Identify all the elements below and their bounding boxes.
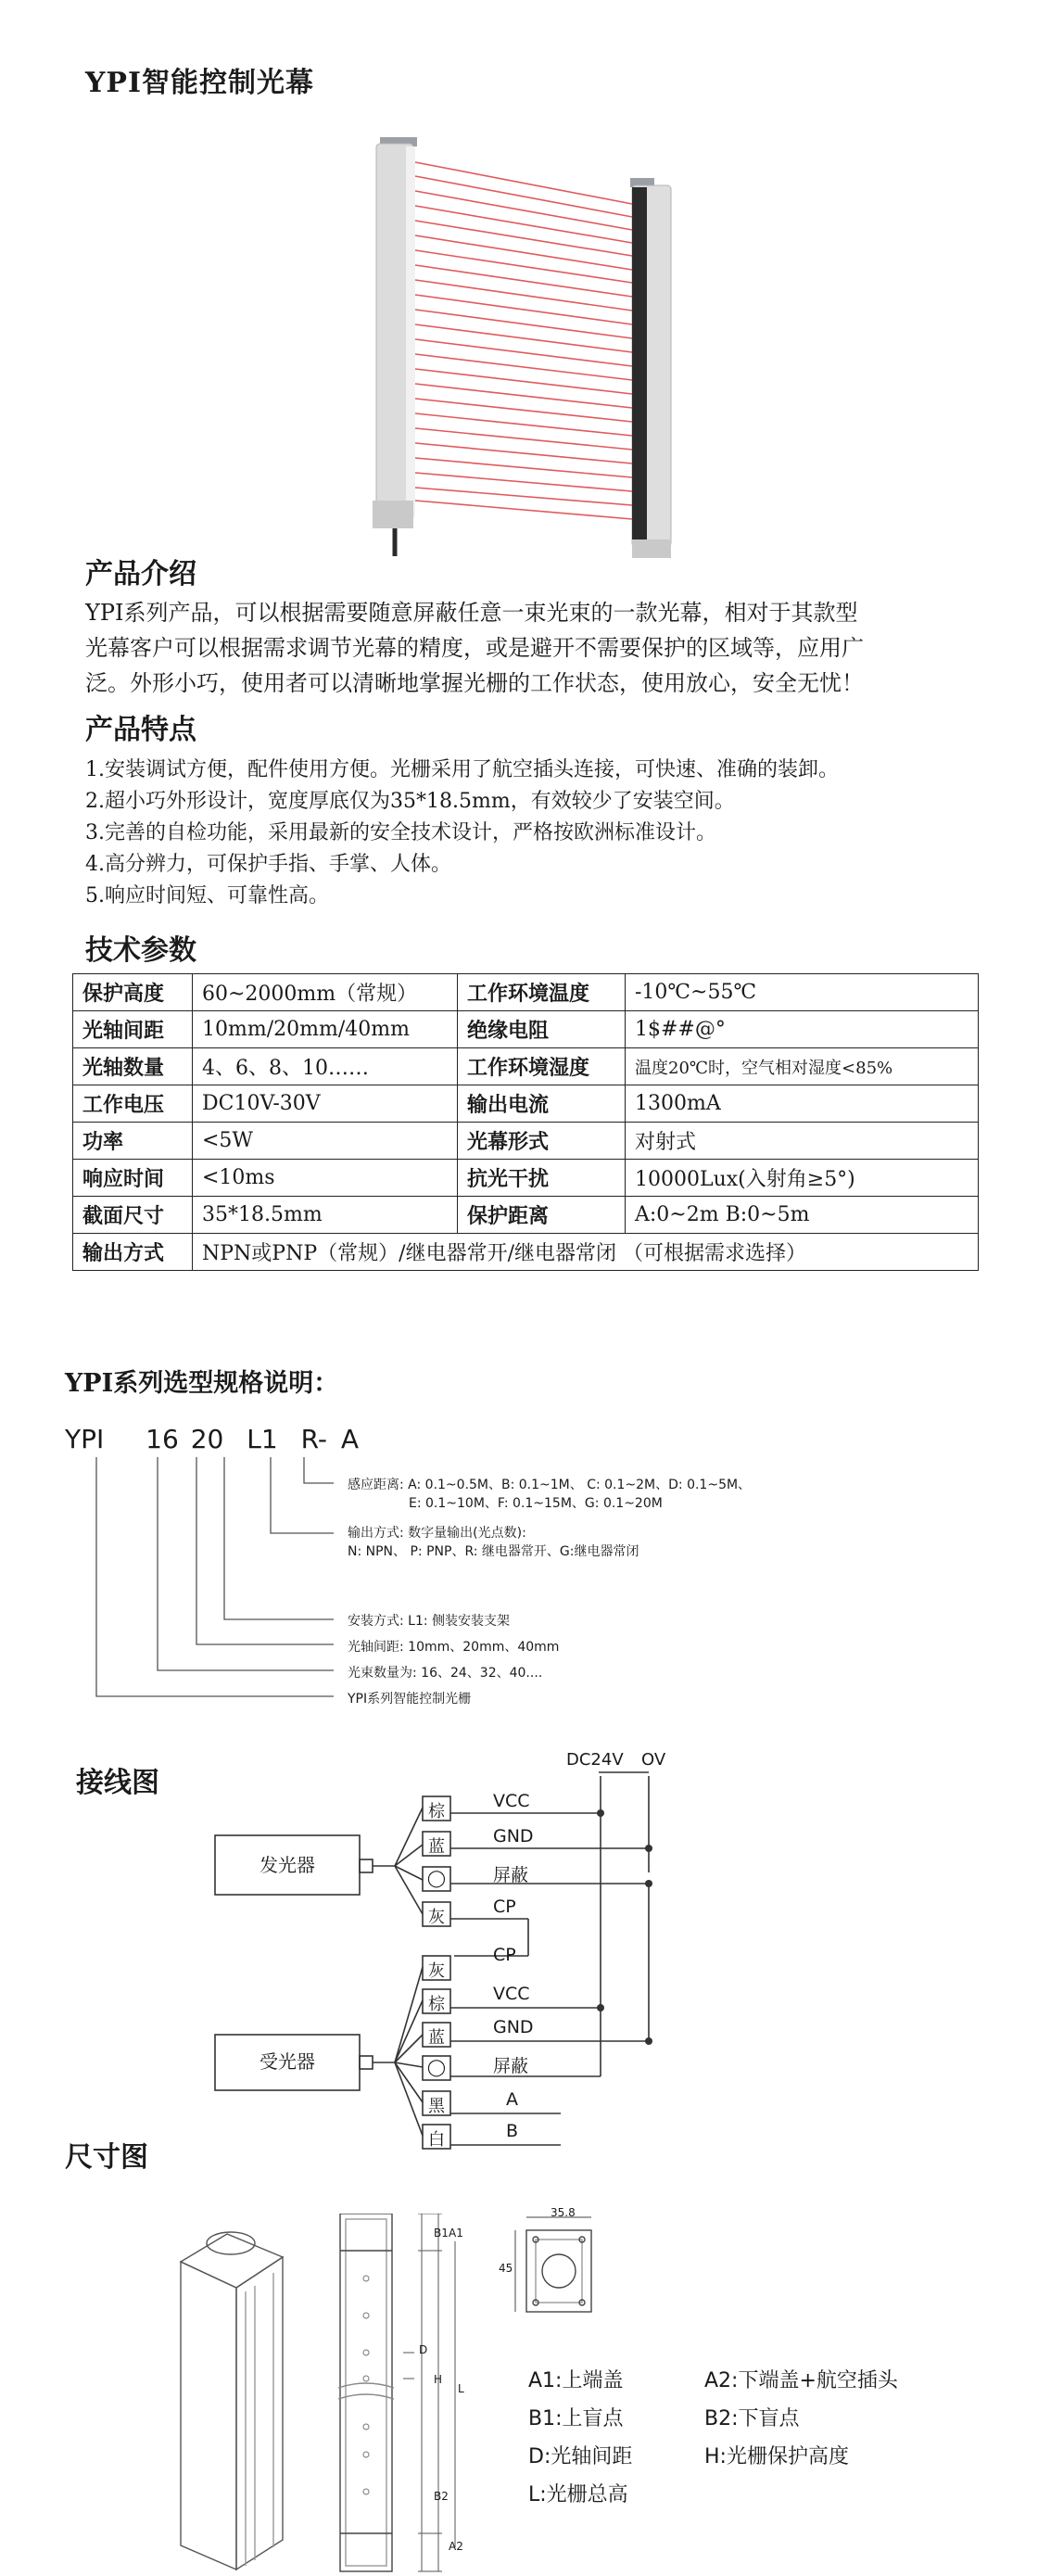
table-row (73, 1048, 979, 1085)
spec-value: -10℃~55℃ (626, 974, 979, 1011)
distance-note: 感应距离: A: 0.1~0.5M、B: 0.1~1M、 C: 0.1~2M、D: 0.1~5M、 E: 0.1~10M、F: 0.1~15M、G: 0.1~20M (348, 1478, 752, 1511)
front-view-drawing (329, 2214, 496, 2573)
specs-heading: 技术参数 (85, 934, 196, 967)
wire-signal: CP (493, 1897, 516, 1917)
spec-key: 光幕形式 (458, 1123, 626, 1160)
wire-color: 棕 (428, 1995, 445, 2014)
spec-key: 工作环境湿度 (458, 1048, 626, 1085)
legend-row: B1:上盲点 B2:下盲点 (528, 2407, 800, 2430)
dim-label-d: D (419, 2343, 428, 2356)
legend-row: A1:上端盖 A2:下端盖+航空插头 (528, 2369, 898, 2392)
spec-key: 功率 (73, 1123, 193, 1160)
spec-key: 保护距离 (458, 1197, 626, 1234)
spec-key: 抗光干扰 (458, 1160, 626, 1197)
wire-color: 蓝 (428, 1837, 445, 1857)
dim-label-a1: A1 (449, 2227, 463, 2240)
dims-heading: 尺寸图 (65, 2141, 148, 2174)
output-note: 输出方式: 数字量输出(光点数): N: NPN、 P: PNP、R: 继电器常开、G:继电器常闭 (348, 1526, 639, 1559)
spec-value: NPN或PNP（常规）/继电器常开/继电器常闭 （可根据需求选择） (193, 1234, 979, 1271)
wire-color: 蓝 (428, 2028, 445, 2048)
spec-key: 截面尺寸 (73, 1197, 193, 1234)
wire-signal: VCC (493, 1791, 530, 1811)
spec-value: <5W (193, 1123, 458, 1160)
spec-value: 10mm/20mm/40mm (193, 1011, 458, 1048)
feature-item: 4.高分辨力，可保护手指、手掌、人体。 (85, 853, 451, 876)
wiring-heading: 接线图 (76, 1767, 159, 1799)
spec-value: 10000Lux(入射角≥5°) (626, 1160, 979, 1197)
intro-line: YPI系列产品，可以根据需要随意屏蔽任意一束光束的一款光幕，相对于其款型 (85, 600, 858, 626)
table-row (73, 974, 979, 1011)
feature-item: 2.超小巧外形设计，宽度厚底仅为35*18.5mm，有效较少了安装空间。 (85, 790, 735, 813)
code-series: YPI (65, 1424, 105, 1454)
spec-key: 工作环境温度 (458, 974, 626, 1011)
wire-color: 黑 (428, 2097, 445, 2116)
page-title: YPI智能控制光幕 (85, 67, 315, 99)
table-row (73, 1011, 979, 1048)
code-beams: 16 (146, 1424, 179, 1454)
pitch-note: 光轴间距: 10mm、20mm、40mm (348, 1640, 560, 1655)
spec-value: DC10V-30V (193, 1085, 458, 1123)
spec-value: 1300mA (626, 1085, 979, 1123)
emitter-label: 发光器 (260, 1854, 315, 1876)
feature-item: 1.安装调试方便，配件使用方便。光栅采用了航空插头连接，可快速、准确的装卸。 (85, 758, 839, 781)
legend-row: D:光轴间距 H:光栅保护高度 (528, 2445, 849, 2468)
code-pitch: 20 (190, 1424, 224, 1454)
table-row (73, 1085, 979, 1123)
spec-key: 光轴数量 (73, 1048, 193, 1085)
intro-line: 光幕客户可以根据需求调节光幕的精度，或是避开不需要保护的区域等，应用广 (85, 635, 864, 661)
model-leader-lines (93, 1457, 371, 1707)
wire-signal: A (506, 2089, 518, 2110)
spec-value: 35*18.5mm (193, 1197, 458, 1234)
wire-color: 灰 (428, 1908, 445, 1927)
table-row (73, 1160, 979, 1197)
wire-signal: B (506, 2121, 519, 2141)
spec-value: 对射式 (626, 1123, 979, 1160)
features-list (85, 755, 1012, 912)
spec-key: 输出方式 (73, 1234, 193, 1271)
receiver-label: 受光器 (260, 2050, 315, 2073)
spec-table (72, 973, 979, 1271)
wire-color: 棕 (428, 1802, 445, 1821)
dc24v-label: DC24V (566, 1750, 624, 1770)
intro-paragraph (85, 595, 1012, 701)
wire-color: 灰 (428, 1961, 445, 1981)
dim-label-l: L (458, 2382, 464, 2395)
housing-3d-drawing (171, 2206, 297, 2573)
intro-heading: 产品介绍 (85, 558, 196, 590)
wire-signal: VCC (493, 1984, 530, 2004)
wire-signal: GND (493, 2017, 534, 2037)
dim-width-label: 35.8 (551, 2206, 576, 2219)
spec-value: 60~2000mm（常规） (193, 974, 458, 1011)
wire-signal: 屏蔽 (493, 1865, 529, 1885)
wire-signal: 屏蔽 (493, 2056, 529, 2076)
mount-note: 安装方式: L1: 侧装安装支架 (348, 1614, 511, 1629)
dim-label-b1: B1 (434, 2227, 449, 2240)
spec-value: 1$##@° (626, 1011, 979, 1048)
light-curtain-photo (352, 121, 704, 575)
feature-item: 5.响应时间短、可靠性高。 (85, 884, 329, 907)
ov-label: OV (641, 1750, 666, 1770)
spec-key: 响应时间 (73, 1160, 193, 1197)
section-view-drawing (508, 2210, 610, 2321)
legend-row: L:光栅总高 (528, 2483, 628, 2506)
table-row (73, 1234, 979, 1271)
series-note: YPI系列智能控制光栅 (348, 1692, 472, 1707)
dim-label-b2: B2 (434, 2490, 449, 2503)
beams-note: 光束数量为: 16、24、32、40.... (348, 1666, 543, 1681)
spec-value: 温度20℃时，空气相对湿度<85% (626, 1048, 979, 1085)
feature-item: 3.完善的自检功能，采用最新的安全技术设计，严格按欧洲标准设计。 (85, 821, 716, 844)
spec-key: 保护高度 (73, 974, 193, 1011)
wire-signal: GND (493, 1826, 534, 1846)
spec-key: 绝缘电阻 (458, 1011, 626, 1048)
code-distance: A (340, 1424, 360, 1454)
table-row (73, 1123, 979, 1160)
dim-height-label: 45 (499, 2262, 513, 2275)
spec-value: <10ms (193, 1160, 458, 1197)
dim-label-a2: A2 (449, 2540, 463, 2553)
wire-signal: CP (493, 1945, 516, 1965)
intro-line: 泛。外形小巧，使用者可以清晰地掌握光栅的工作状态，使用放心，安全无忧！ (85, 670, 864, 696)
spec-value: 4、6、8、10…… (193, 1048, 458, 1085)
wire-color: 白 (428, 2130, 445, 2150)
features-heading: 产品特点 (85, 714, 196, 746)
model-heading: YPI系列选型规格说明： (65, 1369, 339, 1398)
spec-value: A:0~2m B:0~5m (626, 1197, 979, 1234)
model-code (65, 1424, 359, 1454)
spec-key: 工作电压 (73, 1085, 193, 1123)
table-row (73, 1197, 979, 1234)
wire-color: ◯ (426, 1869, 447, 1888)
wire-color: ◯ (426, 2058, 447, 2077)
spec-key: 输出电流 (458, 1085, 626, 1123)
dims-legend (528, 2362, 898, 2514)
code-output: R- (300, 1424, 328, 1454)
code-mount: L1 (247, 1424, 278, 1454)
spec-key: 光轴间距 (73, 1011, 193, 1048)
dim-label-h: H (434, 2373, 443, 2386)
